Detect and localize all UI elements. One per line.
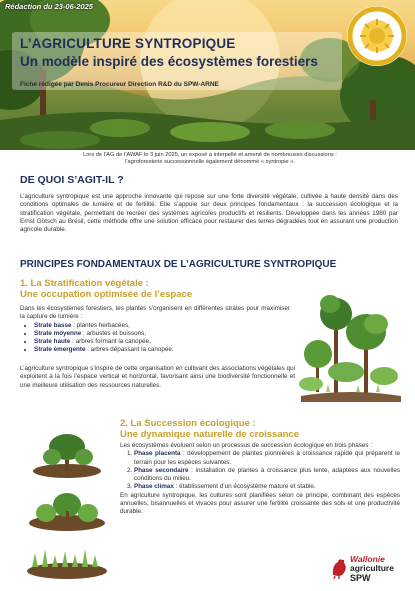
list-item: • Strate moyenne : arbustes et buissons, [34,330,290,338]
list-item: 1. Phase placenta : développement de plantes pionnières à croissance rapide qui préparent le terrain pour les espèces suivantes. [134,450,400,467]
succession-title-line1: 2. La Succession écologique : [120,418,256,429]
seal-logo-icon [346,5,408,67]
stratification-title [20,278,192,300]
stratification-body [20,305,290,355]
intro-line-1: Lors de l’AG de l’AWAF le 3 juin 2025, un exposé a interpellé et amené de nombreuses discussions : [83,152,337,158]
hero-banner [0,0,415,150]
list-item: • Strate émergente : arbres dépassant la canopée. [34,346,290,354]
logo-agriculture: agriculture [350,563,394,573]
list-item: 3. Phase climax : établissement d’un écosystème mature et stable. [134,483,400,491]
strata-trees-illustration [296,292,406,402]
author-line: Fiche rédigée par Denis Procureur Direction R&D du SPW-ARNE [20,81,219,88]
intro-line-2: l’agroforesterie successionnelle également dénommé « syntropie ». [124,159,296,166]
succession-title-line2: Une dynamique naturelle de croissance [120,429,299,440]
stratification-title-line1: 1. La Stratification végétale : [20,278,149,289]
succession-title [120,418,299,440]
stratification-title-line2: Une occupation optimisée de l’espace [20,289,193,300]
date-label: Rédaction du 23-06-2025 [5,2,93,11]
page-subtitle: Un modèle inspiré des écosystèmes forestiers [20,54,318,69]
section-what-text: L’agriculture syntropique est une approche innovante qui repose sur une forte diversité végétale, cultivée à haute densité dans des conditions optimales de lumière et de fertilité. Elle s’appuie sur deux principes fondamentaux : la succession écologique et la stratification végétale, permettant de recréer des systèmes agricoles productifs et résilients. Développée dans les années 1980 par Ernst Götsch au Brésil, cette méthode offre une solution efficace pour restaurer des terres dégradées tout en assurant une production agricole durable. [20,193,398,234]
stratification-intro: Dans les écosystèmes forestiers, les plantes s’organisent en différentes strates pour maximiser la capture de lumière : [20,305,290,321]
succession-intro: Les écosystèmes évoluent selon un processus de succession écologique en trois phases : [120,442,373,449]
logo-wallonie: Wallonie [350,554,385,564]
list-item: 2. Phase secondaire : installation de plantes à croissance plus lente, adaptées aux nouvelles conditions du milieu. [134,467,400,484]
section-title-principles: PRINCIPES FONDAMENTAUX DE L’AGRICULTURE SYNTROPIQUE [20,259,337,270]
phases-list [120,450,400,491]
wallonie-agriculture-spw-logo [330,553,410,589]
succession-body [120,442,400,517]
list-item: • Strate haute : arbres formant la canopée, [34,338,290,346]
page-title: L’AGRICULTURE SYNTROPIQUE [20,36,236,51]
section-title-what: DE QUOI S’AGIT-IL ? [20,174,124,186]
rooster-icon [330,557,348,579]
logo-spw: SPW [350,573,371,583]
stratification-conclusion: L’agriculture syntropique s’inspire de cette organisation en cultivant des associations végétales qui exploitent à la fois l’espace vertical et horizontal, favorisant ainsi une biodiversité fonctionnelle et une meilleure utilisation des ressources naturelles. [20,365,295,389]
list-item: • Strate basse : plantes herbacées, [34,322,290,330]
succession-conclusion: En agriculture syntropique, les cultures sont planifiées selon ce principe, combinant des espèces annuelles, bisannuelles et vivaces pour assurer une fertilité croissante des sols et une productivité durable. [120,491,400,516]
succession-phases-illustration [22,433,112,583]
intro-text [20,152,400,167]
strata-list [20,322,290,355]
